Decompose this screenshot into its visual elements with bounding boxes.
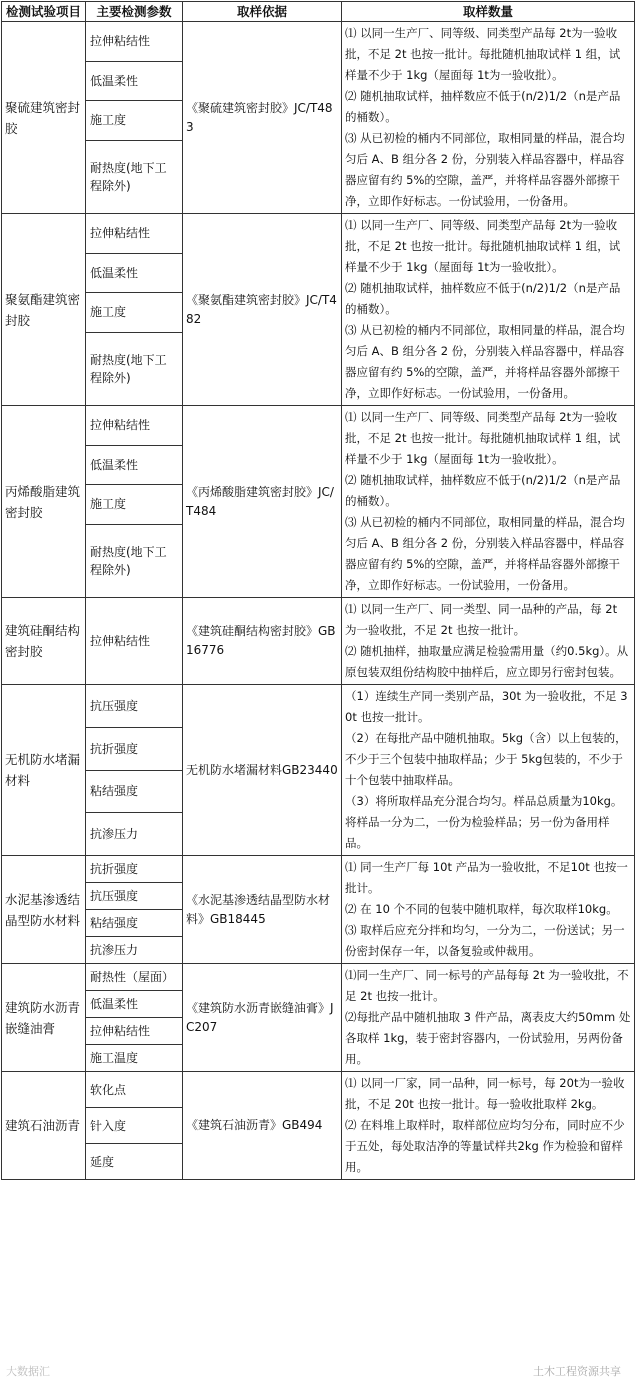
sampling-quantity: [342, 406, 635, 598]
quantity-clause: ⑴ 以同一生产厂、同等级、同类型产品每 2t为一验收批，不足 2t 也按一批计。每批随机抽取试样 1 组，试样量不少于 1kg（屋面每 1t为一验收批）。: [345, 410, 621, 466]
test-parameter: 抗折强度: [86, 727, 183, 770]
test-parameter: 施工温度: [86, 1045, 183, 1072]
header-quantity: 取样数量: [342, 2, 635, 22]
sampling-basis: 《建筑硅酮结构密封胶》GB16776: [183, 598, 342, 685]
header-item: 检测试验项目: [2, 2, 86, 22]
test-parameter: 粘结强度: [86, 770, 183, 813]
sampling-quantity: [342, 1072, 635, 1180]
quantity-clause: ⑶ 从已初检的桶内不同部位，取相同量的样品，混合均匀后 A、B 组分各 2 份，分别装入样品容器中，样品容器应留有约 5%的空隙，盖严，并将样品容器外部擦干净，立即作好标志。一份试验用，一份备用。: [345, 515, 625, 592]
quantity-clause: ⑶ 取样后应充分拌和均匀，一分为二，一份送试；另一份密封保存一年，以备复验或仲裁用。: [345, 923, 625, 958]
test-item: 聚硫建筑密封胶: [2, 22, 86, 214]
sampling-quantity: [342, 214, 635, 406]
quantity-clause: ⑵ 在料堆上取样时，取样部位应均匀分布，同时应不少于五处，每处取洁净的等量试样共2kg 作为检验和留样用。: [345, 1118, 625, 1174]
quantity-clause: ⑵ 随机抽取试样，抽样数应不低于(n/2)1/2（n是产品的桶数）。: [345, 281, 621, 316]
quantity-clause: ⑵ 在 10 个不同的包装中随机取样，每次取样10kg。: [345, 902, 618, 916]
test-parameter: 拉伸粘结性: [86, 406, 183, 446]
quantity-clause: ⑴ 以同一生产厂、同等级、同类型产品每 2t为一验收批，不足 2t 也按一批计。每批随机抽取试样 1 组，试样量不少于 1kg（屋面每 1t为一验收批）。: [345, 218, 621, 274]
sampling-basis: 《水泥基渗透结晶型防水材料》GB18445: [183, 856, 342, 964]
quantity-clause: ⑴同一生产厂、同一标号的产品每每 2t 为一验收批，不足 2t 也按一批计。: [345, 968, 629, 1003]
table-row: [2, 214, 635, 254]
test-parameter: 低温柔性: [86, 61, 183, 101]
quantity-clause: （2）在每批产品中随机抽取。5kg（含）以上包装的，不少于三个包装中抽取样品；少于 5kg包装的，不少于十个包装中抽取样品。: [345, 731, 627, 787]
test-parameter: 抗压强度: [86, 685, 183, 728]
quantity-clause: ⑶ 从已初检的桶内不同部位，取相同量的样品，混合均匀后 A、B 组分各 2 份，分别装入样品容器中，样品容器应留有约 5%的空隙，盖严，并将样品容器外部擦干净，立即作好标志。一份试验用，一份备用。: [345, 323, 625, 400]
test-parameter: 软化点: [86, 1072, 183, 1108]
quantity-clause: ⑴ 以同一生产厂、同一类型、同一品种的产品，每 2t 为一验收批，不足 2t 也按一批计。: [345, 602, 618, 637]
quantity-clause: ⑶ 从已初检的桶内不同部位，取相同量的样品，混合均匀后 A、B 组分各 2 份，分别装入样品容器中，样品容器应留有约 5%的空隙，盖严，并将样品容器外部擦干净，立即作好标志。一份试验用，一份备用。: [345, 131, 625, 208]
test-parameter: 耐热度(地下工程除外): [86, 140, 183, 213]
test-parameter: 拉伸粘结性: [86, 1018, 183, 1045]
table-row: [2, 856, 635, 883]
test-parameter: 耐热性（屋面）: [86, 964, 183, 991]
watermark-right: 土木工程资源共享: [533, 1365, 621, 1378]
test-parameter: 低温柔性: [86, 445, 183, 485]
test-item: 聚氨酯建筑密封胶: [2, 214, 86, 406]
quantity-clause: （1）连续生产同一类别产品，30t 为一验收批，不足 30t 也按一批计。: [345, 689, 628, 724]
header-params: 主要检测参数: [86, 2, 183, 22]
quantity-clause: ⑵每批产品中随机抽取 3 件产品，离表皮大约50mm 处各取样 1kg，装于密封容器内，一份试验用，另两份备用。: [345, 1010, 631, 1066]
table-row: [2, 22, 635, 62]
test-parameter: 施工度: [86, 485, 183, 525]
test-item: 建筑硅酮结构密封胶: [2, 598, 86, 685]
test-item: 建筑石油沥青: [2, 1072, 86, 1180]
test-parameter: 针入度: [86, 1108, 183, 1144]
watermark-left: 大数据汇: [6, 1365, 50, 1378]
test-item: 无机防水堵漏材料: [2, 685, 86, 856]
table-row: [2, 598, 635, 685]
sampling-quantity: [342, 598, 635, 685]
test-parameter: 拉伸粘结性: [86, 214, 183, 254]
test-item: 水泥基渗透结晶型防水材料: [2, 856, 86, 964]
test-parameter: 粘结强度: [86, 910, 183, 937]
table-body: [2, 22, 635, 1180]
table-row: [2, 685, 635, 728]
test-parameter: 抗压强度: [86, 883, 183, 910]
quantity-clause: ⑵ 随机抽样，抽取量应满足检验需用量（约0.5kg）。从原包装双组份结构胶中抽样后，应立即另行密封包装。: [345, 644, 629, 679]
test-item: 丙烯酸脂建筑密封胶: [2, 406, 86, 598]
sampling-quantity: [342, 22, 635, 214]
sampling-quantity: [342, 856, 635, 964]
test-item: 建筑防水沥青嵌缝油膏: [2, 964, 86, 1072]
quantity-clause: （3）将所取样品充分混合均匀。样品总质量为10kg。将样品一分为二，一份为检验样品；另一份为备用样品。: [345, 794, 623, 850]
table-row: [2, 406, 635, 446]
sampling-basis: 《丙烯酸脂建筑密封胶》JC/T484: [183, 406, 342, 598]
sampling-basis: 《建筑石油沥青》GB494: [183, 1072, 342, 1180]
sampling-table: [1, 1, 635, 1180]
sampling-basis: 《聚氨酯建筑密封胶》JC/T482: [183, 214, 342, 406]
sampling-basis: 无机防水堵漏材料GB23440: [183, 685, 342, 856]
test-parameter: 抗折强度: [86, 856, 183, 883]
quantity-clause: ⑵ 随机抽取试样，抽样数应不低于(n/2)1/2（n是产品的桶数）。: [345, 473, 621, 508]
test-parameter: 延度: [86, 1144, 183, 1180]
table-row: [2, 964, 635, 991]
sampling-basis: 《聚硫建筑密封胶》JC/T483: [183, 22, 342, 214]
header-basis: 取样依据: [183, 2, 342, 22]
test-parameter: 拉伸粘结性: [86, 22, 183, 62]
quantity-clause: ⑴ 以同一生产厂、同等级、同类型产品每 2t为一验收批，不足 2t 也按一批计。每批随机抽取试样 1 组，试样量不少于 1kg（屋面每 1t为一验收批）。: [345, 26, 621, 82]
test-parameter: 施工度: [86, 101, 183, 141]
sampling-basis: 《建筑防水沥青嵌缝油膏》JC207: [183, 964, 342, 1072]
test-parameter: 低温柔性: [86, 253, 183, 293]
test-parameter: 耐热度(地下工程除外): [86, 524, 183, 597]
test-parameter: 拉伸粘结性: [86, 598, 183, 685]
test-parameter: 耐热度(地下工程除外): [86, 332, 183, 405]
table-row: [2, 1072, 635, 1108]
test-parameter: 施工度: [86, 293, 183, 333]
test-parameter: 抗渗压力: [86, 937, 183, 964]
header-row: [2, 2, 635, 22]
quantity-clause: ⑴ 以同一厂家，同一品种，同一标号，每 20t为一验收批，不足 20t 也按一批计。每一验收批取样 2kg。: [345, 1076, 625, 1111]
test-parameter: 低温柔性: [86, 991, 183, 1018]
quantity-clause: ⑴ 同一生产厂每 10t 产品为一验收批，不足10t 也按一批计。: [345, 860, 628, 895]
test-parameter: 抗渗压力: [86, 813, 183, 856]
quantity-clause: ⑵ 随机抽取试样，抽样数应不低于(n/2)1/2（n是产品的桶数）。: [345, 89, 621, 124]
sampling-quantity: [342, 964, 635, 1072]
sampling-quantity: [342, 685, 635, 856]
